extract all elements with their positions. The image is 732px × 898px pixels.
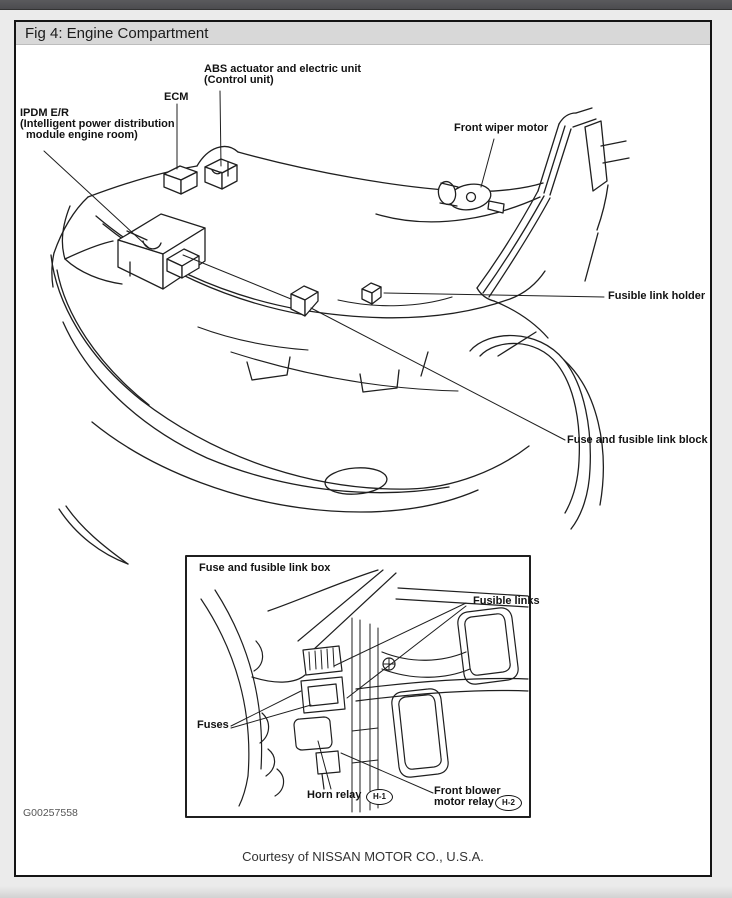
label-abs-line2: (Control unit) bbox=[204, 74, 274, 86]
label-fusible-link-holder: Fusible link holder bbox=[608, 290, 706, 302]
label-ipdm-line3: module engine room) bbox=[26, 129, 138, 141]
figure-window bbox=[14, 20, 712, 877]
figure-title-bar bbox=[16, 22, 710, 45]
bottom-fade bbox=[0, 886, 732, 898]
label-horn-relay: Horn relay bbox=[307, 789, 362, 801]
window-top-bar bbox=[0, 0, 732, 10]
label-abs-line1: ABS actuator and electric unit bbox=[204, 63, 362, 75]
label-fuses: Fuses bbox=[197, 719, 229, 731]
label-ecm: ECM bbox=[164, 91, 189, 103]
front-blower-ref-badge: H-2 bbox=[495, 795, 522, 811]
label-fusible-links: Fusible links bbox=[473, 595, 540, 607]
label-abs-actuator bbox=[204, 64, 361, 86]
label-fuse-fusible-link-block: Fuse and fusible link block bbox=[567, 434, 708, 446]
figure-id: G00257558 bbox=[23, 807, 78, 819]
label-ipdm bbox=[20, 108, 175, 141]
label-ipdm-line2: (Intelligent power distribution bbox=[20, 118, 175, 130]
inset-title: Fuse and fusible link box bbox=[199, 562, 331, 574]
label-ipdm-line1: IPDM E/R bbox=[20, 107, 69, 119]
label-front-blower-line1: Front blower bbox=[434, 785, 501, 797]
label-front-wiper-motor: Front wiper motor bbox=[454, 122, 549, 134]
horn-relay-ref-badge: H-1 bbox=[366, 789, 393, 805]
label-front-blower-line2: motor relay bbox=[434, 796, 494, 808]
label-front-blower-motor-relay bbox=[434, 786, 501, 808]
credit-line: Courtesy of NISSAN MOTOR CO., U.S.A. bbox=[242, 849, 484, 864]
figure-title: Fig 4: Engine Compartment bbox=[25, 24, 209, 42]
